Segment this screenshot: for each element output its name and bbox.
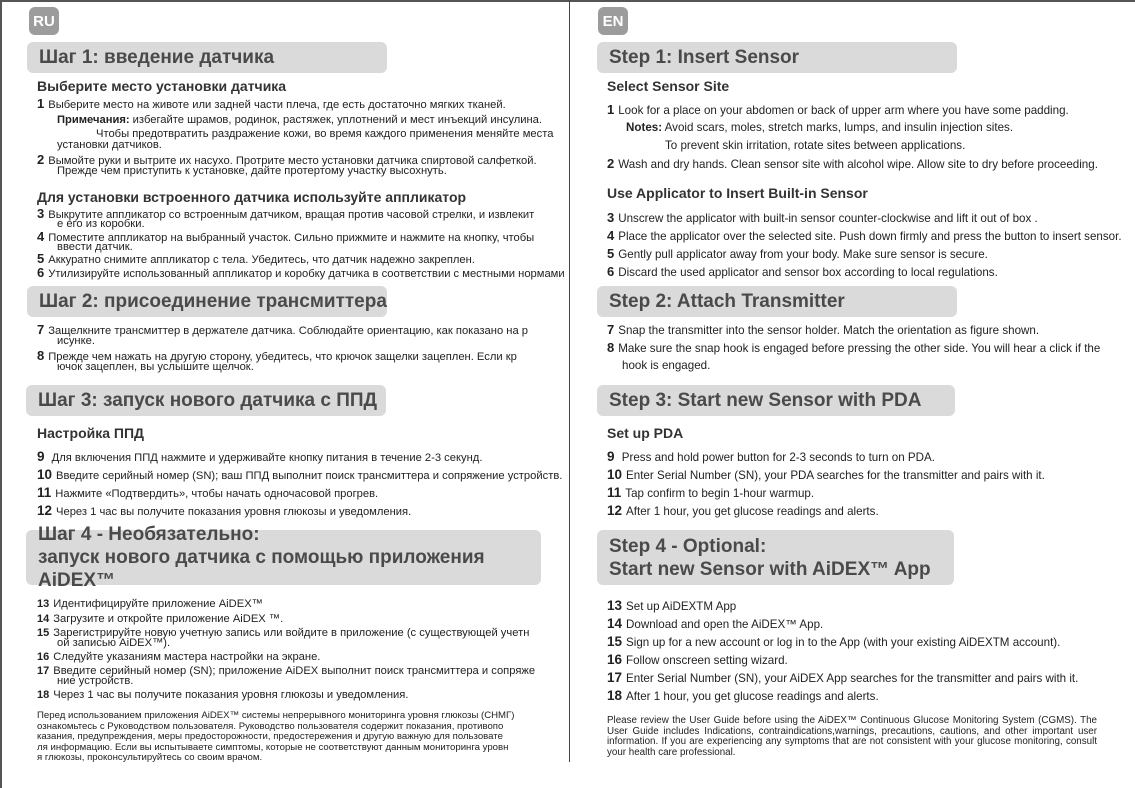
en-select-site-heading: Select Sensor Site <box>607 78 730 94</box>
ru-pda-heading: Настройка ППД <box>37 425 145 441</box>
ru-item-5: 5 Аккуратно снимите аппликатор с тела. Убедитесь, что датчик надежно закреплен. <box>37 251 475 266</box>
en-item-12: 12 After 1 hour, you get glucose readings and alerts. <box>607 503 879 518</box>
page-top-border <box>0 0 1135 2</box>
ru-item-17-cont: ние устройств. <box>57 675 134 687</box>
en-item-8: 8 Make sure the snap hook is engaged before pressing the other side. You will hear a click if the <box>607 340 1101 355</box>
en-step4-banner <box>597 530 954 585</box>
en-item-4: 4 Place the applicator over the selected site. Push down firmly and press the button to insert sensor. <box>607 228 1122 243</box>
ru-footer-line2: ознакомьтесь с Руководством пользователя. Руководство пользователя содержит показания, противопо <box>37 720 504 732</box>
en-item-11: 11 Tap confirm to begin 1-hour warmup. <box>607 485 815 500</box>
lang-badge-ru: RU <box>29 7 59 35</box>
ru-step4-line1: Шаг 4 - Необязательно: <box>38 524 260 545</box>
ru-footer-disclaimer <box>37 711 562 764</box>
en-item-8-cont: hook is engaged. <box>622 359 711 372</box>
ru-item-15-cont: ой записью AiDEX™). <box>57 637 171 649</box>
ru-item-4-cont: ввести датчик. <box>57 241 133 253</box>
en-notes-line2: To prevent skin irritation, rotate sites between applications. <box>665 139 966 152</box>
en-item-7: 7 Snap the transmitter into the sensor holder. Match the orientation as figure shown. <box>607 322 1040 337</box>
ru-step2-banner: Шаг 2: присоединение трансмиттера <box>27 286 387 317</box>
en-applicator-heading: Use Applicator to Insert Built-in Sensor <box>607 185 868 201</box>
ru-footer-line5: я глюкозы, проконсультируйтесь со своим врачом. <box>37 752 263 764</box>
en-step3-banner: Step 3: Start new Sensor with PDA <box>597 385 955 416</box>
en-item-3: 3 Unscrew the applicator with built-in sensor counter-clockwise and lift it out of box . <box>607 210 1038 225</box>
ru-footer-line4: ля информацию. Если вы испытываете симптомы, которые не соответствуют данным мониторинга уровн <box>37 741 509 753</box>
ru-item-18: 18 Через 1 час вы получите показания уровня глюкозы и уведомления. <box>37 689 409 701</box>
en-item-15: 15 Sign up for a new account or log in to the App (with your existing AiDEXTM account). <box>607 634 1061 649</box>
en-item-18: 18 After 1 hour, you get glucose readings and alerts. <box>607 688 879 703</box>
ru-item-4: 4 Поместите аппликатор на выбранный участок. Сильно прижмите и нажмите на кнопку, чтобы <box>37 229 535 244</box>
ru-item-1: 1 Выберите место на животе или задней части плеча, где есть достаточно мягких тканей. <box>37 96 506 111</box>
en-item-5: 5 Gently pull applicator away from your body. Make sure sensor is secure. <box>607 246 988 261</box>
en-step2-banner: Step 2: Attach Transmitter <box>597 286 957 317</box>
ru-item-11: 11 Нажмите «Подтвердить», чтобы начать одночасовой прогрев. <box>37 485 379 500</box>
en-item-9: 9 Press and hold power button for 2-3 seconds to turn on PDA. <box>607 449 935 464</box>
ru-notes-line2: Чтобы предотвратить раздражение кожи, во время каждого применения меняйте места <box>96 128 554 140</box>
en-item-16: 16 Follow onscreen setting wizard. <box>607 652 788 667</box>
en-notes: Notes: Avoid scars, moles, stretch marks, lumps, and insulin injection sites. <box>626 121 1014 134</box>
ru-item-6: 6 Утилизируйте использованный аппликатор и коробку датчика в соответствии с местными нормами <box>37 265 565 280</box>
ru-select-site-heading: Выберите место установки датчика <box>37 78 287 94</box>
ru-item-2-cont: Прежде чем приступить к установке, дайте протертому участку высохнуть. <box>57 165 447 177</box>
en-footer-disclaimer: Please review the User Guide before using the AiDEX™ Continuous Glucose Monitoring System (CGMS). The User Guide includes Indications, contraindications,warnings, precautions, cautions, and other important user information. If you are experiencing any symptoms that are not consistent with your glucose monitoring, consult your health care professional. <box>607 715 1097 758</box>
ru-item-3: 3 Выкрутите аппликатор со встроенным датчиком, вращая против часовой стрелки, и извлекит <box>37 206 535 221</box>
ru-item-7: 7 Защелкните трансмиттер в держателе датчика. Соблюдайте ориентацию, как показано на р <box>37 322 529 337</box>
ru-item-14: 14 Загрузите и откройте приложение AiDEX ™. <box>37 613 284 625</box>
ru-item-2: 2 Вымойте руки и вытрите их насухо. Протрите место установки датчика спиртовой салфеткой. <box>37 152 537 167</box>
ru-footer-line3: казания, предупреждения, меры предосторожности, предостережения и другую важную для пользовате <box>37 731 503 743</box>
en-item-2: 2 Wash and dry hands. Clean sensor site with alcohol wipe. Allow site to dry before proceeding. <box>607 156 1098 171</box>
en-step1-banner: Step 1: Insert Sensor <box>597 42 957 73</box>
column-divider <box>569 0 570 762</box>
ru-item-15: 15 Зарегистрируйте новую учетную запись или войдите в приложение (с существующей учетн <box>37 627 530 639</box>
ru-step3-banner: Шаг 3: запуск нового датчика с ППД <box>26 385 386 416</box>
page-left-border <box>0 0 2 788</box>
ru-item-10: 10 Введите серийный номер (SN); ваш ППД выполнит поиск трансмиттера и сопряжение устройств. <box>37 467 563 482</box>
ru-item-3-cont: е его из коробки. <box>57 218 145 230</box>
en-item-6: 6 Discard the used applicator and sensor box according to local regulations. <box>607 264 998 279</box>
lang-badge-en: EN <box>598 7 628 35</box>
ru-item-17: 17 Введите серийный номер (SN); приложение AiDEX выполнит поиск трансмиттера и сопряже <box>37 665 536 677</box>
en-item-14: 14 Download and open the AiDEX™ App. <box>607 616 824 631</box>
en-item-13: 13 Set up AiDEXTM App <box>607 598 737 613</box>
en-step4-line1: Step 4 - Optional: <box>609 535 767 557</box>
en-item-10: 10 Enter Serial Number (SN), your PDA searches for the transmitter and pairs with it. <box>607 467 1045 482</box>
en-item-17: 17 Enter Serial Number (SN), your AiDEX App searches for the transmitter and pairs with it. <box>607 670 1079 685</box>
ru-item-8-cont: ючок зацеплен, вы услышите щелчок. <box>57 361 254 373</box>
en-step4-line2: Start new Sensor with AiDEX™ App <box>609 558 931 580</box>
ru-item-7-cont: исунке. <box>57 335 95 347</box>
ru-notes: Примечания: избегайте шрамов, родинок, растяжек, уплотнений и мест инъекций инсулина. <box>57 114 542 126</box>
ru-notes-line3: установки датчиков. <box>57 139 162 151</box>
ru-item-12: 12 Через 1 час вы получите показания уровня глюкозы и уведомления. <box>37 503 412 518</box>
ru-step1-banner: Шаг 1: введение датчика <box>27 42 387 73</box>
ru-step4-line2: запуск нового датчика с помощью приложения AiDEX™ <box>38 547 485 591</box>
ru-applicator-heading: Для установки встроенного датчика используйте аппликатор <box>37 189 467 205</box>
ru-step4-banner <box>26 524 541 591</box>
en-pda-heading: Set up PDA <box>607 425 684 441</box>
ru-item-13: 13 Идентифицируйте приложение AiDEX™ <box>37 598 263 610</box>
ru-item-8: 8 Прежде чем нажать на другую сторону, убедитесь, что крючок защелки зацеплен. Если кр <box>37 348 517 363</box>
en-item-1: 1 Look for a place on your abdomen or back of upper arm where you have some padding. <box>607 102 1069 117</box>
ru-item-16: 16 Следуйте указаниям мастера настройки на экране. <box>37 651 321 663</box>
ru-footer-line1: Перед использованием приложения AiDEX™ системы непрерывного мониторинга уровня глюкозы (СНМГ) <box>37 710 515 721</box>
ru-item-9: 9 Для включения ППД нажмите и удерживайте кнопку питания в течение 2-3 секунд. <box>37 449 483 464</box>
